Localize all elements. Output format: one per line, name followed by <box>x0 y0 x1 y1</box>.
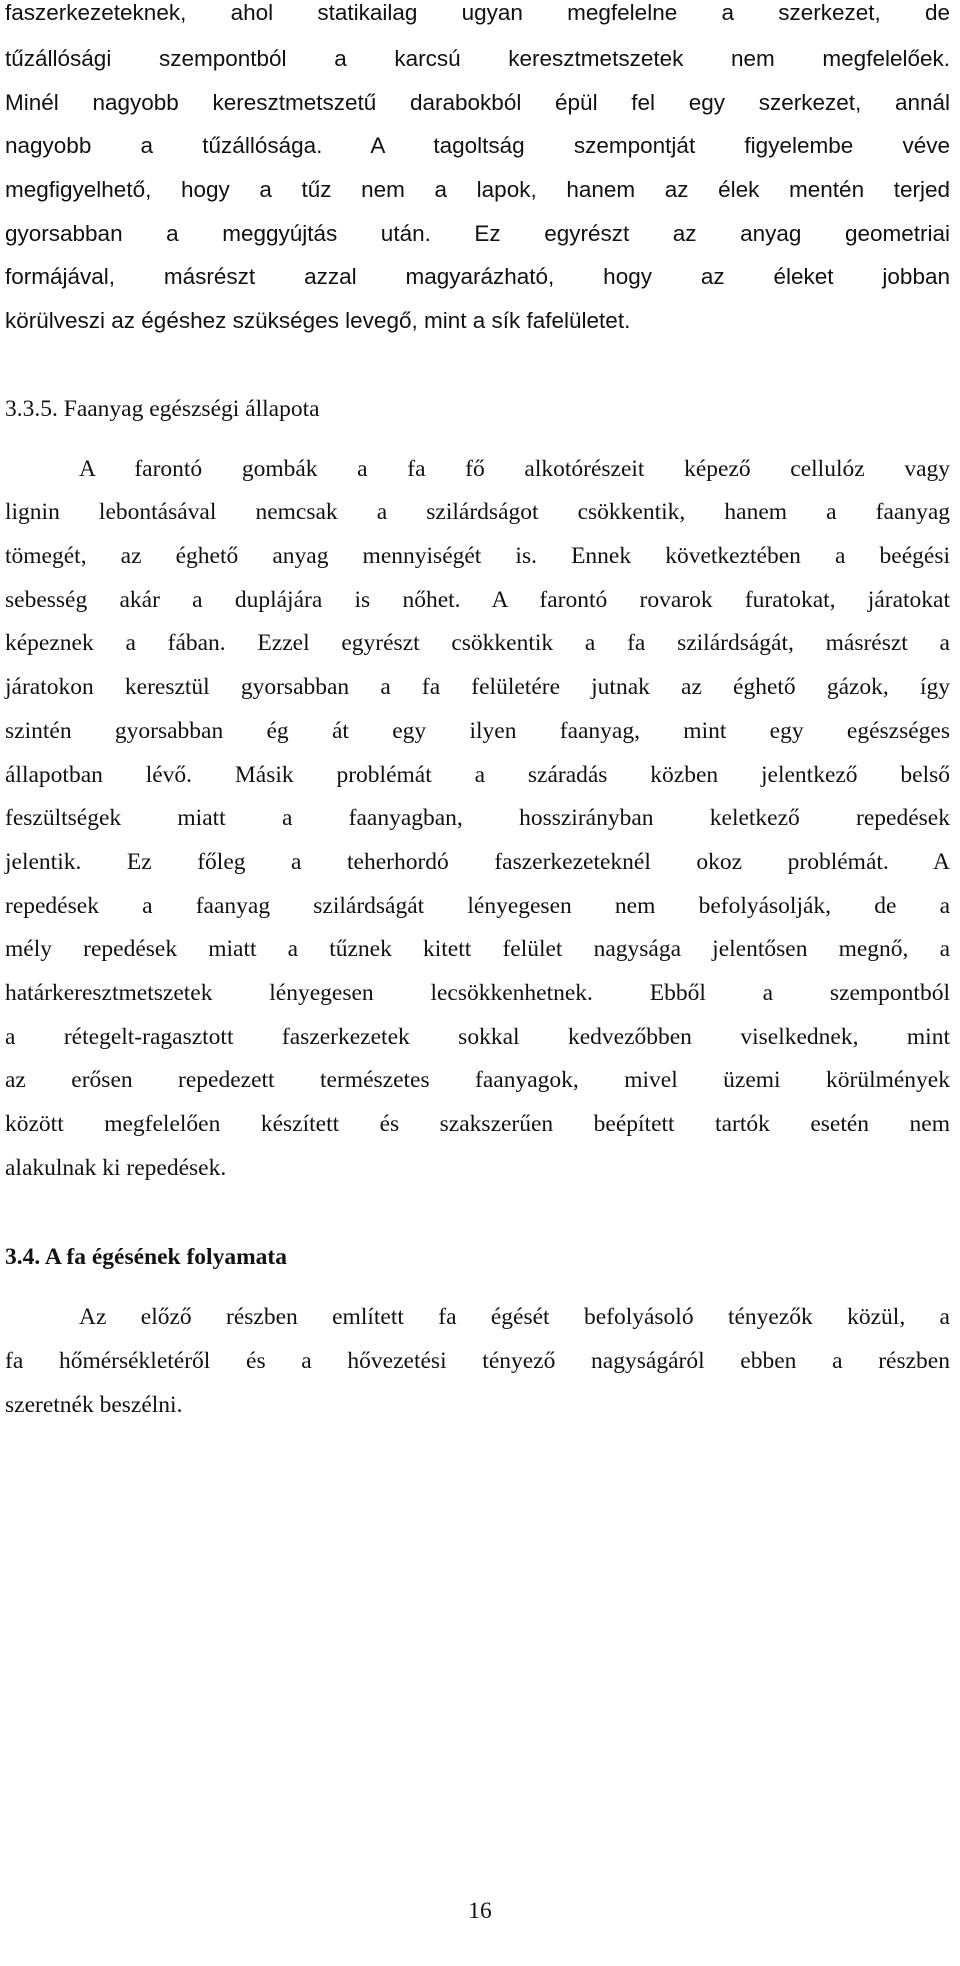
paragraph-line: lignin lebontásával nemcsak a szilárdságot csökkentik, hanem a faanyag <box>5 499 950 525</box>
paragraph-line: Minél nagyobb keresztmetszetű darabokból épül fel egy szerkezet, annál <box>5 90 950 115</box>
paragraph-line: Az előző részben említett fa égését befolyásoló tényezők közül, a <box>79 1304 950 1330</box>
paragraph-line: A farontó gombák a fa fő alkotórészeit képező cellulóz vagy <box>79 456 950 482</box>
paragraph-line: nagyobb a tűzállósága. A tagoltság szempontját figyelembe véve <box>5 133 950 158</box>
paragraph-line: faszerkezeteknek, ahol statikailag ugyan megfelelne a szerkezet, de <box>5 0 950 25</box>
paragraph-line: szeretnék beszélni. <box>5 1392 183 1418</box>
paragraph-line: között megfelelően készített és szakszerűen beépített tartók esetén nem <box>5 1111 950 1137</box>
paragraph-line: az erősen repedezett természetes faanyagok, mivel üzemi körülmények <box>5 1067 950 1093</box>
paragraph-line: sebesség akár a duplájára is nőhet. A farontó rovarok furatokat, járatokat <box>5 587 950 613</box>
paragraph-line: alakulnak ki repedések. <box>5 1155 227 1181</box>
paragraph-line: körülveszi az égéshez szükséges levegő, mint a sík fafelületet. <box>5 308 631 333</box>
paragraph-line: határkeresztmetszetek lényegesen lecsökkenhetnek. Ebből a szempontból <box>5 980 950 1006</box>
paragraph-line: jelentik. Ez főleg a teherhordó faszerkezeteknél okoz problémát. A <box>5 849 950 875</box>
paragraph-line: fa hőmérsékletéről és a hővezetési tényező nagyságáról ebben a részben <box>5 1348 950 1374</box>
paragraph-line: mély repedések miatt a tűznek kitett felület nagysága jelentősen megnő, a <box>5 936 950 962</box>
paragraph-line: gyorsabban a meggyújtás után. Ez egyrészt az anyag geometriai <box>5 221 950 246</box>
paragraph-line: feszültségek miatt a faanyagban, hosszirányban keletkező repedések <box>5 805 950 831</box>
paragraph-line: tömegét, az éghető anyag mennyiségét is. Ennek következtében a beégési <box>5 543 950 569</box>
page-number: 16 <box>468 1898 492 1924</box>
paragraph-line: állapotban lévő. Másik problémát a száradás közben jelentkező belső <box>5 762 950 788</box>
paragraph-line: repedések a faanyag szilárdságát lényegesen nem befolyásolják, de a <box>5 893 950 919</box>
paragraph-line: szintén gyorsabban ég át egy ilyen faanyag, mint egy egészséges <box>5 718 950 744</box>
section-heading: 3.3.5. Faanyag egészségi állapota <box>5 396 320 422</box>
paragraph-line: járatokon keresztül gyorsabban a fa felületére jutnak az éghető gázok, így <box>5 674 950 700</box>
section-heading: 3.4. A fa égésének folyamata <box>5 1244 287 1270</box>
paragraph-line: tűzállósági szempontból a karcsú keresztmetszetek nem megfelelőek. <box>5 46 950 71</box>
paragraph-line: a rétegelt-ragasztott faszerkezetek sokkal kedvezőbben viselkednek, mint <box>5 1024 950 1050</box>
paragraph-line: képeznek a fában. Ezzel egyrészt csökkentik a fa szilárdságát, másrészt a <box>5 630 950 656</box>
paragraph-line: megfigyelhető, hogy a tűz nem a lapok, hanem az élek mentén terjed <box>5 177 950 202</box>
paragraph-line: formájával, másrészt azzal magyarázható, hogy az éleket jobban <box>5 264 950 289</box>
